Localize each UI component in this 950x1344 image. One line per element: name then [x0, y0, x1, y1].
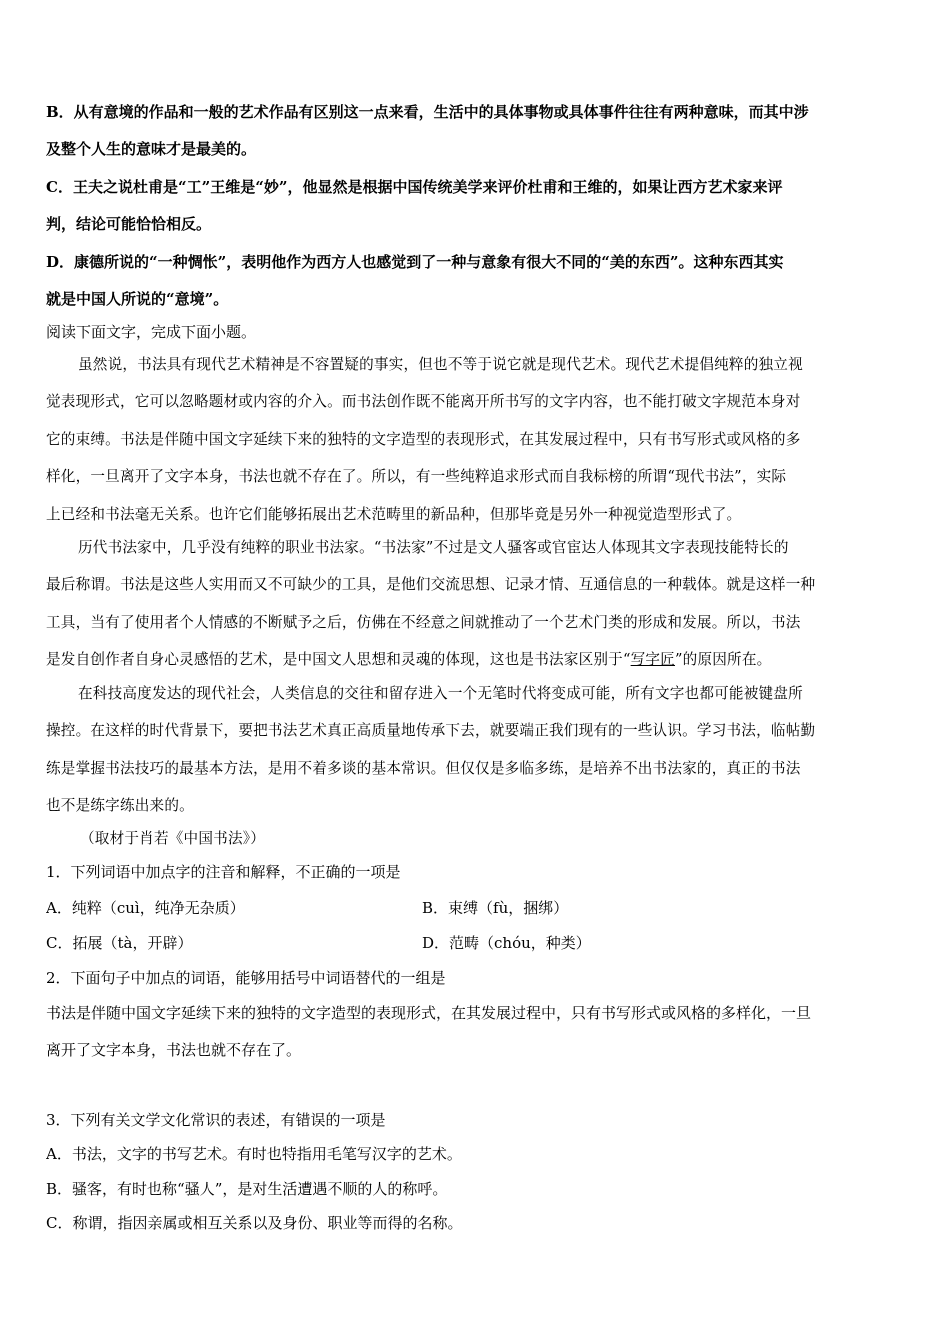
option-d-line-2: 就是中国人所说的“意境”。 — [46, 290, 229, 308]
passage-p1-line-1: 虽然说，书法具有现代艺术精神是不容置疑的事实，但也不等于说它就是现代艺术。现代艺术提倡纯粹的独立视 — [78, 356, 803, 373]
q1-options-row-2 — [46, 933, 906, 953]
q2-stem: 2．下面句子中加点的词语，能够用括号中词语替代的一组是 — [46, 969, 446, 987]
q2-sentence-line-2: 离开了文字本身，书法也就不存在了。 — [46, 1041, 302, 1059]
q1-stem: 1．下列词语中加点字的注音和解释，不正确的一项是 — [46, 863, 401, 881]
passage-p1-line-2: 觉表现形式，它可以忽略题材或内容的介入。而书法创作既不能离开所书写的文字内容，也不能打破文字规范本身对 — [46, 393, 801, 410]
option-b-line-1: B．从有意境的作品和一般的艺术作品有区别这一点来看，生活中的具体事物或具体事件往往有两种意味，而其中涉 — [46, 103, 809, 121]
q1-options-row-1 — [46, 898, 906, 918]
q1-option-b: B．束缚（fù，捆绑） — [422, 899, 569, 917]
q3-option-c: C．称谓，指因亲属或相互关系以及身份、职业等而得的名称。 — [46, 1214, 463, 1232]
q1-option-c: C．拓展（tà，开辟） — [46, 934, 193, 952]
passage-p3-line-4: 也不是练字练出来的。 — [46, 797, 194, 814]
option-c-line-1: C．王夫之说杜甫是“工”王维是“妙”，他显然是根据中国传统美学来评价杜甫和王维的，如果让西方艺术家来评 — [46, 178, 783, 196]
passage-p2-text-after: ”的原因所在。 — [675, 651, 772, 668]
reading-instruction: 阅读下面文字，完成下面小题。 — [46, 323, 257, 341]
q1-option-a: A．纯粹（cuì，纯净无杂质） — [46, 899, 245, 917]
q3-option-b: B．骚客，有时也称“骚人”，是对生活遭遇不顺的人的称呼。 — [46, 1180, 448, 1198]
q1-option-d: D．范畴（chóu，种类） — [422, 934, 591, 952]
q3-option-a: A．书法，文字的书写艺术。有时也特指用毛笔写汉字的艺术。 — [46, 1145, 462, 1163]
passage-p2-line-2: 最后称谓。书法是这些人实用而又不可缺少的工具，是他们交流思想、记录才情、互通信息的一种载体。就是这样一种 — [46, 576, 816, 593]
passage-p3-line-2: 操控。在这样的时代背景下，要把书法艺术真正高质量地传承下去，就要端正我们现有的一些认识。学习书法，临帖勤 — [46, 722, 816, 739]
passage-p1-line-3: 它的束缚。书法是伴随中国文字延续下来的独特的文字造型的表现形式，在其发展过程中，只有书写形式或风格的多 — [46, 431, 801, 448]
option-b-line-2: 及整个人生的意味才是最美的。 — [46, 140, 257, 158]
passage-p2-line-3: 工具，当有了使用者个人情感的不断赋予之后，仿佛在不经意之间就推动了一个艺术门类的形成和发展。所以，书法 — [46, 614, 801, 631]
passage-p1-line-5: 上已经和书法毫无关系。也许它们能够拓展出艺术范畴里的新品种，但那毕竟是另外一种视觉造型形式了。 — [46, 506, 742, 523]
q3-stem: 3．下列有关文学文化常识的表述，有错误的一项是 — [46, 1111, 386, 1129]
passage-p2-line-1: 历代书法家中，几乎没有纯粹的职业书法家。“书法家”不过是文人骚客或官宦达人体现其文字表现技能特长的 — [78, 539, 789, 556]
passage-source: （取材于肖若《中国书法》） — [80, 830, 266, 847]
passage-p2-line-4 — [46, 650, 906, 670]
option-c-line-2: 判，结论可能恰恰相反。 — [46, 215, 212, 233]
passage-p3-line-1: 在科技高度发达的现代社会，人类信息的交往和留存进入一个无笔时代将变成可能，所有文字也都可能被键盘所 — [78, 685, 803, 702]
passage-p1-line-4: 样化，一旦离开了文字本身，书法也就不存在了。所以，有一些纯粹追求形式而自我标榜的所谓“现代书法”，实际 — [46, 468, 787, 485]
passage-p2-text-before: 是发自创作者自身心灵感悟的艺术，是中国文人思想和灵魂的体现，这也是书法家区别于“ — [46, 651, 631, 668]
q2-sentence-line-1: 书法是伴随中国文字延续下来的独特的文字造型的表现形式，在其发展过程中，只有书写形式或风格的多样化，一旦 — [46, 1004, 812, 1022]
option-d-line-1: D．康德所说的“一种惆怅”，表明他作为西方人也感觉到了一种与意象有很大不同的“美的东西”。这种东西其实 — [46, 253, 784, 271]
passage-p3-line-3: 练是掌握书法技巧的最基本方法，是用不着多谈的基本常识。但仅仅是多临多练，是培养不出书法家的，真正的书法 — [46, 760, 801, 777]
underlined-term: 写字匠 — [630, 651, 676, 668]
